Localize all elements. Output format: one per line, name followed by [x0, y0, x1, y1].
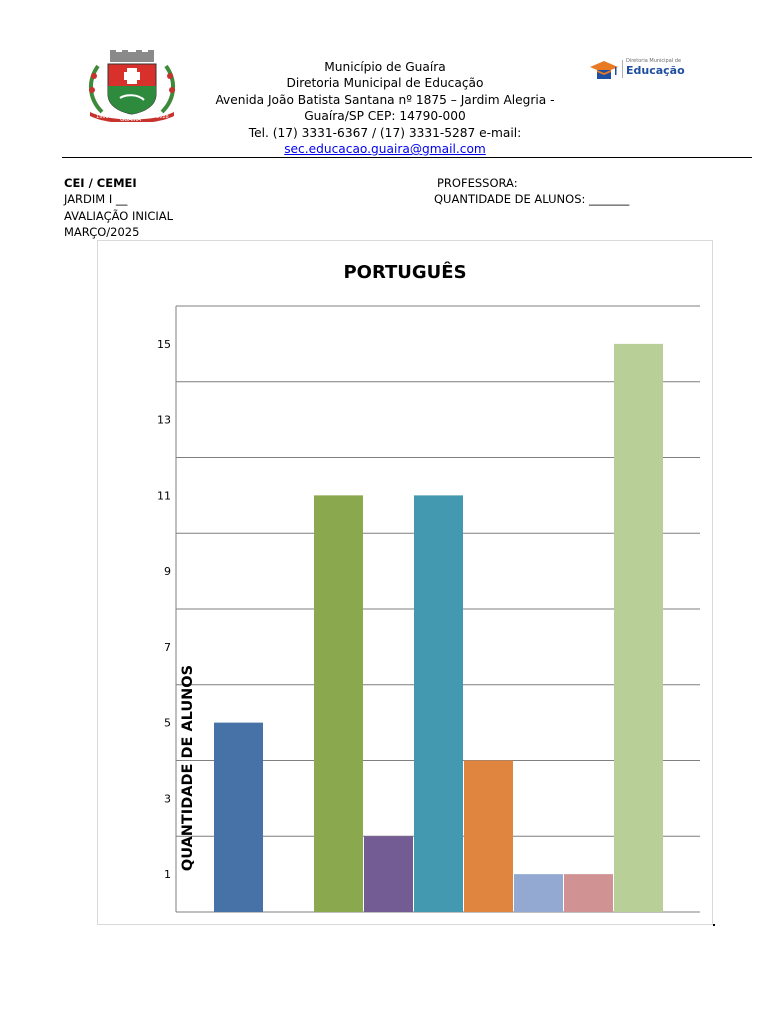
crest-year-right: 1928 — [156, 114, 169, 120]
y-axis-label: QUANTIDADE DE ALUNOS — [180, 664, 196, 872]
department-line: Diretoria Municipal de Educação — [286, 76, 484, 91]
school-label: CEI / CEMEI — [64, 176, 137, 190]
students-count-label: QUANTIDADE DE ALUNOS: _______ — [434, 192, 630, 207]
class-label: JARDIM I __ — [64, 192, 128, 207]
y-tick-label: 11 — [157, 489, 171, 503]
chart-bar — [214, 723, 263, 912]
chart-bar — [614, 344, 663, 912]
chart-bar — [514, 874, 563, 912]
y-tick-label: 9 — [164, 565, 171, 579]
crest-banner-text: GUAÍRA — [120, 117, 142, 122]
evaluation-label: AVALIAÇÃO INICIAL — [64, 208, 174, 223]
crest-year-left: 1908 — [96, 114, 109, 120]
y-tick-label: 1 — [164, 868, 171, 882]
y-tick-label: 5 — [164, 716, 171, 730]
email-link[interactable]: sec.educacao.guaira@gmail.com — [284, 142, 486, 157]
chart-bar — [464, 761, 513, 913]
city-cep-line: Guaíra/SP CEP: 14790-000 — [304, 109, 466, 124]
chart-bar — [364, 836, 413, 912]
date-label: MARÇO/2025 — [64, 224, 140, 239]
y-tick-label: 15 — [157, 337, 171, 351]
address-line: Avenida João Batista Santana nº 1875 – Jardim Alegria - — [215, 92, 555, 107]
teacher-label: PROFESSORA: — [437, 176, 518, 190]
chart-title: PORTUGUÊS — [343, 262, 467, 283]
phone-line: Tel. (17) 3331-6367 / (17) 3331-5287 e-mail: — [248, 125, 522, 140]
stray-mark — [713, 924, 715, 926]
chart-bar — [414, 495, 463, 912]
chart-bar — [564, 874, 613, 912]
municipality-line: Município de Guaíra — [324, 60, 446, 74]
logo-small-text: Diretoria Municipal de — [626, 58, 682, 64]
y-tick-label: 13 — [157, 413, 171, 427]
y-tick-label: 7 — [164, 640, 171, 654]
chart-bar — [314, 495, 363, 912]
logo-big-text: Educação — [626, 64, 685, 77]
y-tick-label: 3 — [164, 792, 171, 806]
